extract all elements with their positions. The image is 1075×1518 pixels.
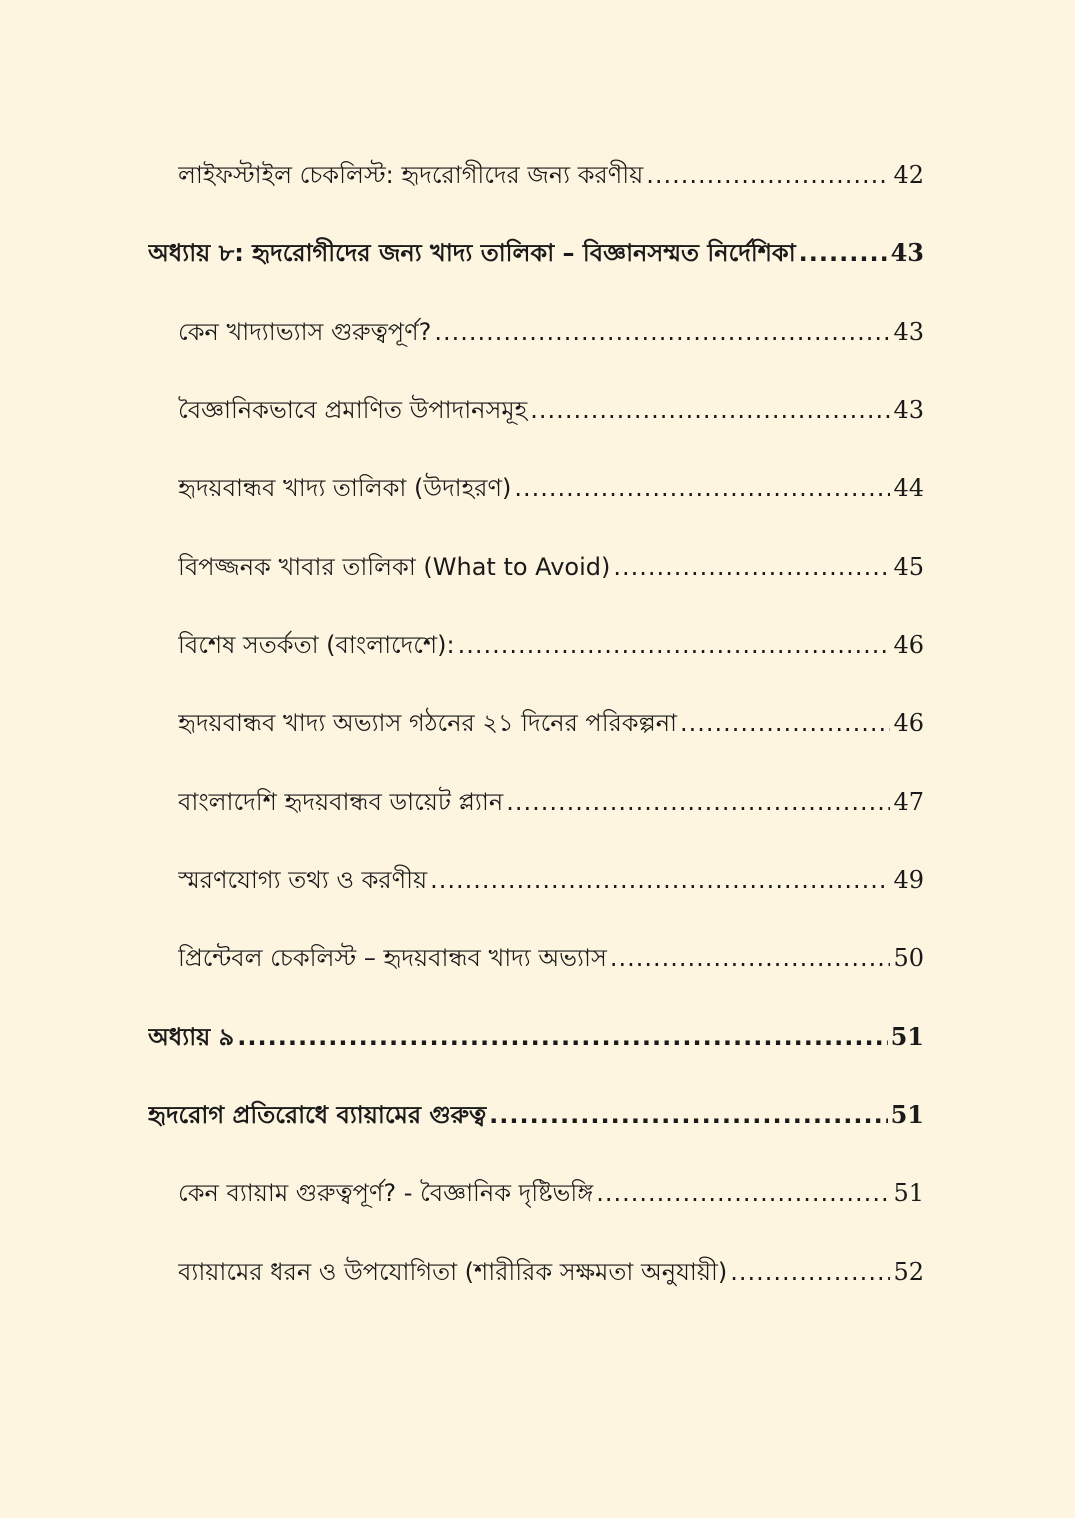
dot-leader <box>613 545 890 589</box>
toc-entry-title: হৃদয়বান্ধব খাদ্য তালিকা (উদাহরণ) <box>178 474 512 502</box>
toc-entry-title: অধ্যায় ৮: হৃদরোগীদের জন্য খাদ্য তালিকা – বিজ্ঞানসম্মত নির্দেশিকা <box>148 239 796 267</box>
toc-entry[interactable] <box>178 153 924 197</box>
toc-entry-page: 52 <box>893 1258 924 1286</box>
toc-entry-page: 42 <box>893 161 924 189</box>
dot-leader <box>237 1015 887 1059</box>
dot-leader <box>530 388 890 432</box>
dot-leader <box>514 466 890 510</box>
toc-entry[interactable] <box>178 1171 924 1215</box>
toc-entry-title: বিপজ্জনক খাবার তালিকা (What to Avoid) <box>178 553 611 581</box>
toc-entry-page: 43 <box>893 318 924 346</box>
toc-entry-title: লাইফস্টাইল চেকলিস্ট: হৃদরোগীদের জন্য করণীয় <box>178 161 644 189</box>
toc-entry-title: কেন ব্যায়াম গুরুত্বপূর্ণ? - বৈজ্ঞানিক দৃষ্টিভঙ্গি <box>178 1179 594 1207</box>
toc-entry-page: 47 <box>893 788 924 816</box>
toc-entry-page: 51 <box>890 1100 924 1129</box>
dot-leader <box>646 153 890 197</box>
toc-entry[interactable] <box>178 858 924 902</box>
toc-chapter-entry[interactable] <box>148 1093 924 1137</box>
dot-leader <box>489 1093 887 1137</box>
toc-entry[interactable] <box>178 623 924 667</box>
toc-entry[interactable] <box>178 780 924 824</box>
toc-entry-page: 45 <box>893 553 924 581</box>
toc-entry-title: ব্যায়ামের ধরন ও উপযোগিতা (শারীরিক সক্ষমতা অনুযায়ী) <box>178 1258 728 1286</box>
toc-entry-title: বিশেষ সতর্কতা (বাংলাদেশে): <box>178 631 455 659</box>
toc-entry[interactable] <box>178 310 924 354</box>
toc-entry-page: 44 <box>893 474 924 502</box>
toc-entry-title: অধ্যায় ৯ <box>148 1023 235 1051</box>
toc-entry-page: 49 <box>893 866 924 894</box>
toc-entry-title: হৃদয়বান্ধব খাদ্য অভ্যাস গঠনের ২১ দিনের পরিকল্পনা <box>178 709 677 737</box>
toc-entry-title: বাংলাদেশি হৃদয়বান্ধব ডায়েট প্ল্যান <box>178 788 504 816</box>
toc-entry-title: স্মরণযোগ্য তথ্য ও করণীয় <box>178 866 428 894</box>
toc-entry-page: 43 <box>893 396 924 424</box>
toc-chapter-entry[interactable] <box>148 1015 924 1059</box>
toc-entry[interactable] <box>178 466 924 510</box>
dot-leader <box>434 310 890 354</box>
toc-entry-page: 46 <box>893 631 924 659</box>
toc-chapter-entry[interactable] <box>148 231 924 275</box>
toc-entry-page: 51 <box>890 1022 924 1051</box>
toc-entry[interactable] <box>178 388 924 432</box>
dot-leader <box>610 936 891 980</box>
toc-entry[interactable] <box>178 701 924 745</box>
toc-entry[interactable] <box>178 936 924 980</box>
toc-entry-title: হৃদরোগ প্রতিরোধে ব্যায়ামের গুরুত্ব <box>148 1101 487 1129</box>
dot-leader <box>596 1171 890 1215</box>
toc-entry-title: প্রিন্টেবল চেকলিস্ট – হৃদয়বান্ধব খাদ্য অভ্যাস <box>178 944 607 972</box>
toc-entry[interactable] <box>178 1250 924 1294</box>
dot-leader <box>799 231 888 275</box>
toc-entry-page: 43 <box>890 238 924 267</box>
toc-entry-page: 50 <box>893 944 924 972</box>
dot-leader <box>730 1250 890 1294</box>
dot-leader <box>680 701 890 745</box>
dot-leader <box>458 623 891 667</box>
toc-entry-title: বৈজ্ঞানিকভাবে প্রমাণিত উপাদানসমূহ <box>178 396 528 424</box>
dot-leader <box>506 780 890 824</box>
dot-leader <box>430 858 890 902</box>
toc-entry-page: 51 <box>893 1179 924 1207</box>
toc-entry-title: কেন খাদ্যাভ্যাস গুরুত্বপূর্ণ? <box>178 318 432 346</box>
toc-entry-page: 46 <box>893 709 924 737</box>
toc-entry[interactable] <box>178 545 924 589</box>
